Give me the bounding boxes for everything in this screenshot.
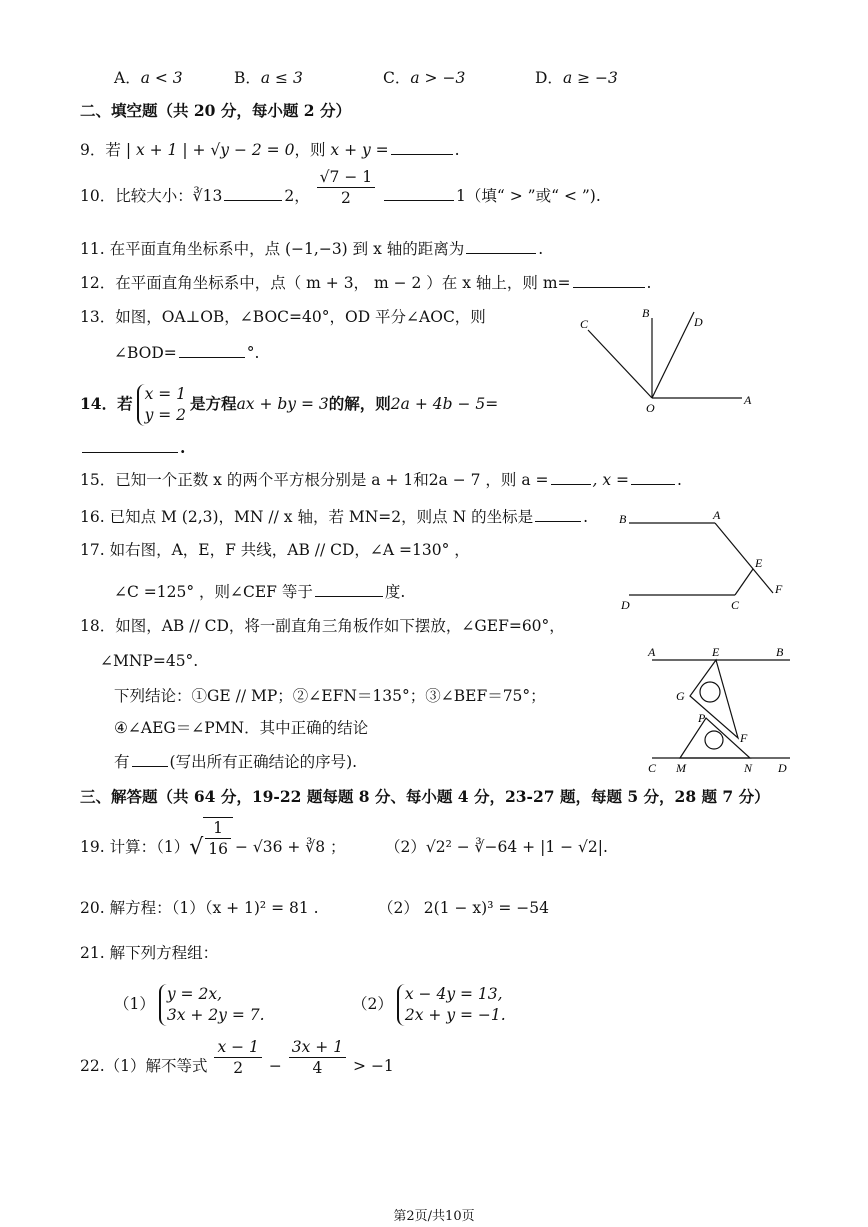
label-g: G xyxy=(676,689,685,703)
question-18-line-3: 下列结论：①GE // MP；②∠EFN＝135°；③∠BEF＝75°； xyxy=(114,687,546,705)
question-21-title: 21. 解下列方程组： xyxy=(80,944,219,962)
question-18-line-4: ④∠AEG＝∠PMN．其中正确的结论 xyxy=(114,719,369,737)
label-a: A xyxy=(648,645,656,659)
label-a: A xyxy=(744,393,752,407)
question-10: 10．比较大小：∛13 2， $\frac{√7 - 1}{2}$ 1（填“ > ”或“ < ”). xyxy=(80,167,601,207)
section-answer-title: 三、解答题（共 64 分，19-22 题每题 8 分、每小题 4 分，23-27 题，每题 5 分，28 题 7 分） xyxy=(80,787,770,806)
label-e: E xyxy=(712,645,720,659)
figure-18-triangle-boards xyxy=(640,640,800,775)
question-14: 14．若 x = 1 y = 2 是方程ax + by = 3的解，则2a + 4b − 5= xyxy=(80,385,499,424)
label-d: D xyxy=(621,598,630,612)
question-16: 16. 已知点 M (2,3)，MN // x 轴，若 MN=2，则点 N 的坐标是 . xyxy=(80,505,588,528)
label-b: B xyxy=(642,306,650,320)
label-o: O xyxy=(646,401,655,415)
label-b: B xyxy=(776,645,784,659)
option-a: A．a < 3 xyxy=(114,69,183,87)
option-b: B．a ≤ 3 xyxy=(234,69,303,87)
question-9: 9．若 | x + 1 | + √y − 2 = 0，则 x + y = . xyxy=(80,138,460,161)
question-22: 22.（1）解不等式 $\frac{x - 1}{2}$ − $\frac{3x + 1}{4}$ > −1 xyxy=(80,1037,394,1077)
label-m: M xyxy=(676,761,686,775)
question-15: 15．已知一个正数 x 的两个平方根分别是 a + 1和2a − 7 ，则 a = , x = . xyxy=(80,468,682,491)
figure-17-parallel-lines xyxy=(615,505,795,615)
label-d: D xyxy=(694,315,703,329)
option-c: C．a > −3 xyxy=(383,69,466,87)
label-f: F xyxy=(775,582,783,596)
question-13-line-2: ∠BOD= °. xyxy=(114,341,259,364)
label-c: C xyxy=(648,761,657,775)
question-12: 12．在平面直角坐标系中，点（ m + 3， m − 2 ）在 x 轴上，则 m= . xyxy=(80,271,651,294)
label-c: C xyxy=(580,317,589,331)
label-a: A xyxy=(713,508,721,522)
label-b: B xyxy=(619,512,627,526)
section-fill-in-title: 二、填空题（共 20 分，每小题 2 分） xyxy=(80,101,351,120)
question-14-answer-line: . xyxy=(80,436,185,459)
label-p: P xyxy=(698,711,706,725)
question-11: 11. 在平面直角坐标系中，点 (−1,−3) 到 x 轴的距离为 . xyxy=(80,237,543,260)
label-d: D xyxy=(778,761,787,775)
label-n: N xyxy=(744,761,753,775)
question-20-part-1: 20. 解方程：（1）（x + 1)² = 81 . xyxy=(80,899,319,917)
question-19-part-2: （2）√2² − ∛−64 + |1 − √2|. xyxy=(385,838,608,856)
page-footer: 第2页/共10页 xyxy=(393,1209,475,1224)
option-d: D．a ≥ −3 xyxy=(535,69,618,87)
question-13-line-1: 13．如图，OA⊥OB，∠BOC=40°，OD 平分∠AOC，则 xyxy=(80,308,486,326)
question-18-line-2: ∠MNP=45°. xyxy=(100,652,199,670)
question-21-part-2: （2） x − 4y = 13, 2x + y = −1. xyxy=(352,985,506,1024)
figure-13-angles xyxy=(570,300,770,415)
question-18-line-1: 18．如图，AB // CD，将一副直角三角板作如下摆放，∠GEF=60°， xyxy=(80,617,565,635)
question-17-line-2: ∠C =125° ，则∠CEF 等于 度. xyxy=(114,580,405,603)
question-20-part-2: （2） 2(1 − x)³ = −54 xyxy=(378,899,549,917)
label-e: E xyxy=(755,556,763,570)
label-f: F xyxy=(740,731,748,745)
label-c: C xyxy=(731,598,740,612)
question-18-line-5: 有 (写出所有正确结论的序号). xyxy=(114,750,357,773)
question-21-part-1: （1） y = 2x, 3x + 2y = 7. xyxy=(114,985,265,1024)
question-19: 19. 计算：（1）√ $\frac{1}{16}$ − √36 + ∛8 ； xyxy=(80,819,346,860)
question-17-line-1: 17. 如右图，A，E，F 共线，AB // CD，∠A =130° ， xyxy=(80,541,470,559)
